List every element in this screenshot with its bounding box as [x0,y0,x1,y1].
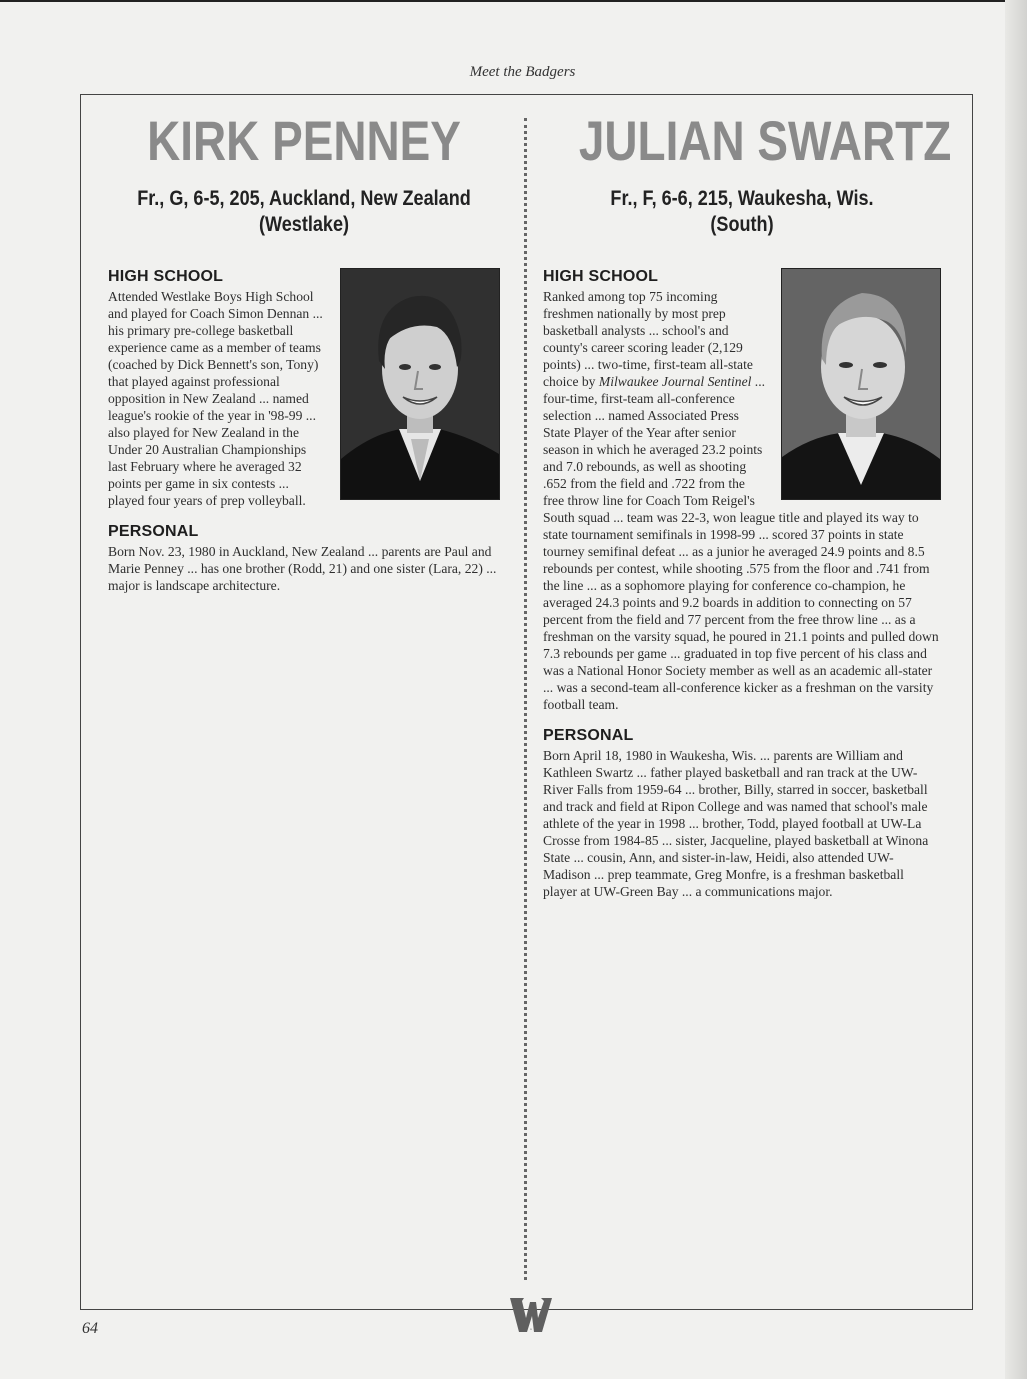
publication-name: Milwaukee Journal Sentinel [598,374,752,389]
player-photo-swartz [781,268,941,500]
player-bio-line [135,186,472,238]
personal-heading: PERSONAL [108,523,199,540]
high-school-heading: HIGH SCHOOL [543,268,659,285]
high-school-heading: HIGH SCHOOL [108,268,224,285]
high-school-text-part: ... four-time, first-team all-conference selection ... named Associated Press State Player of the Year after senior season in which he averaged 23.2 points and 7.0 rebounds, as well as shooting .652 from the field and .722 from the free throw line for Coach Tom Reigel's South squad ... team was 22-3, won league title and played its way to state tournament semifinals in 1998-99 ... scored 37 points in state tourney semifinal defeat ... as a junior he averaged 24.9 points and 8.5 rebounds per contest, while shooting .575 from the floor and .741 from the line ... as a sophomore playing for conference co-champion, he averaged 24.3 points and 9.2 boards in addition to connecting on 57 percent from the field and 77 percent from the free throw line ... as a freshman on the varsity squad, he poured in 21.1 points and pulled down 7.3 rebounds per game ... graduated in top five percent of his class and was a National Honor Society member as well as an academic all-stater ... was a second-team all-conference kicker as a freshman on the varsity football team. [543,374,939,712]
wisconsin-motion-w-logo-icon [508,1292,554,1341]
bio-stats: Fr., F, 6-6, 215, Waukesha, Wis. [610,187,874,210]
personal-heading: PERSONAL [543,727,634,744]
player-photo-penney [340,268,500,500]
high-school-section [543,268,941,713]
running-head: Meet the Badgers [469,64,576,80]
bio-stats: Fr., G, 6-5, 205, Auckland, New Zealand [137,187,471,210]
player-profile-penney [108,108,500,594]
page-number: 64 [82,1320,98,1337]
logo-letter: W [530,1329,532,1331]
bio-school: (South) [710,213,774,236]
page-top-rule [0,0,1027,2]
column-divider [524,118,527,1280]
player-name: KIRK PENNEY [147,109,461,172]
page-binding-shadow [1005,0,1027,1379]
bio-school: (Westlake) [258,213,350,236]
player-bio-line [571,186,913,238]
high-school-text: Attended Westlake Boys High School and played for Coach Simon Dennan ... his primary pre-college basketball experience came as a member of teams (coached by Dick Bennett's son, Tony) that played against professional opposition in New Zealand ... named league's rookie of the year in '98-99 ... also played for New Zealand in the Under 20 Australian Championships last February where he averaged 32 points per game in six contests ... played four years of prep volleyball. [108,289,323,508]
personal-section [108,523,500,594]
personal-text: Born April 18, 1980 in Waukesha, Wis. ... parents are William and Kathleen Swartz ... father played basketball and ran track at the UW-River Falls from 1959-64 ... brother, Billy, starred in soccer, basketball and track and field at Ripon College and was named that school's male athlete of the year in 1998 ... brother, Todd, played football at UW-La Crosse from 1984-85 ... sister, Jacqueline, played basketball at Winona State ... cousin, Ann, and sister-in-law, Heidi, also attended UW-Madison ... prep teammate, Greg Monfre, is a freshman basketball player at UW-Green Bay ... a communications major. [543,748,929,899]
personal-section [543,727,941,900]
player-name: JULIAN SWARTZ [578,109,952,172]
high-school-section [108,268,500,509]
personal-text: Born Nov. 23, 1980 in Auckland, New Zealand ... parents are Paul and Marie Penney ... has one brother (Rodd, 21) and one sister (Lara, 22) ... major is landscape architecture. [108,544,497,593]
high-school-text-part: Ranked among top 75 incoming freshmen nationally by most prep basketball analysts ... school's and county's career scoring leader (2,129 points) ... two-time, first-team all-state choice by [543,289,753,389]
player-profile-swartz [543,108,952,900]
